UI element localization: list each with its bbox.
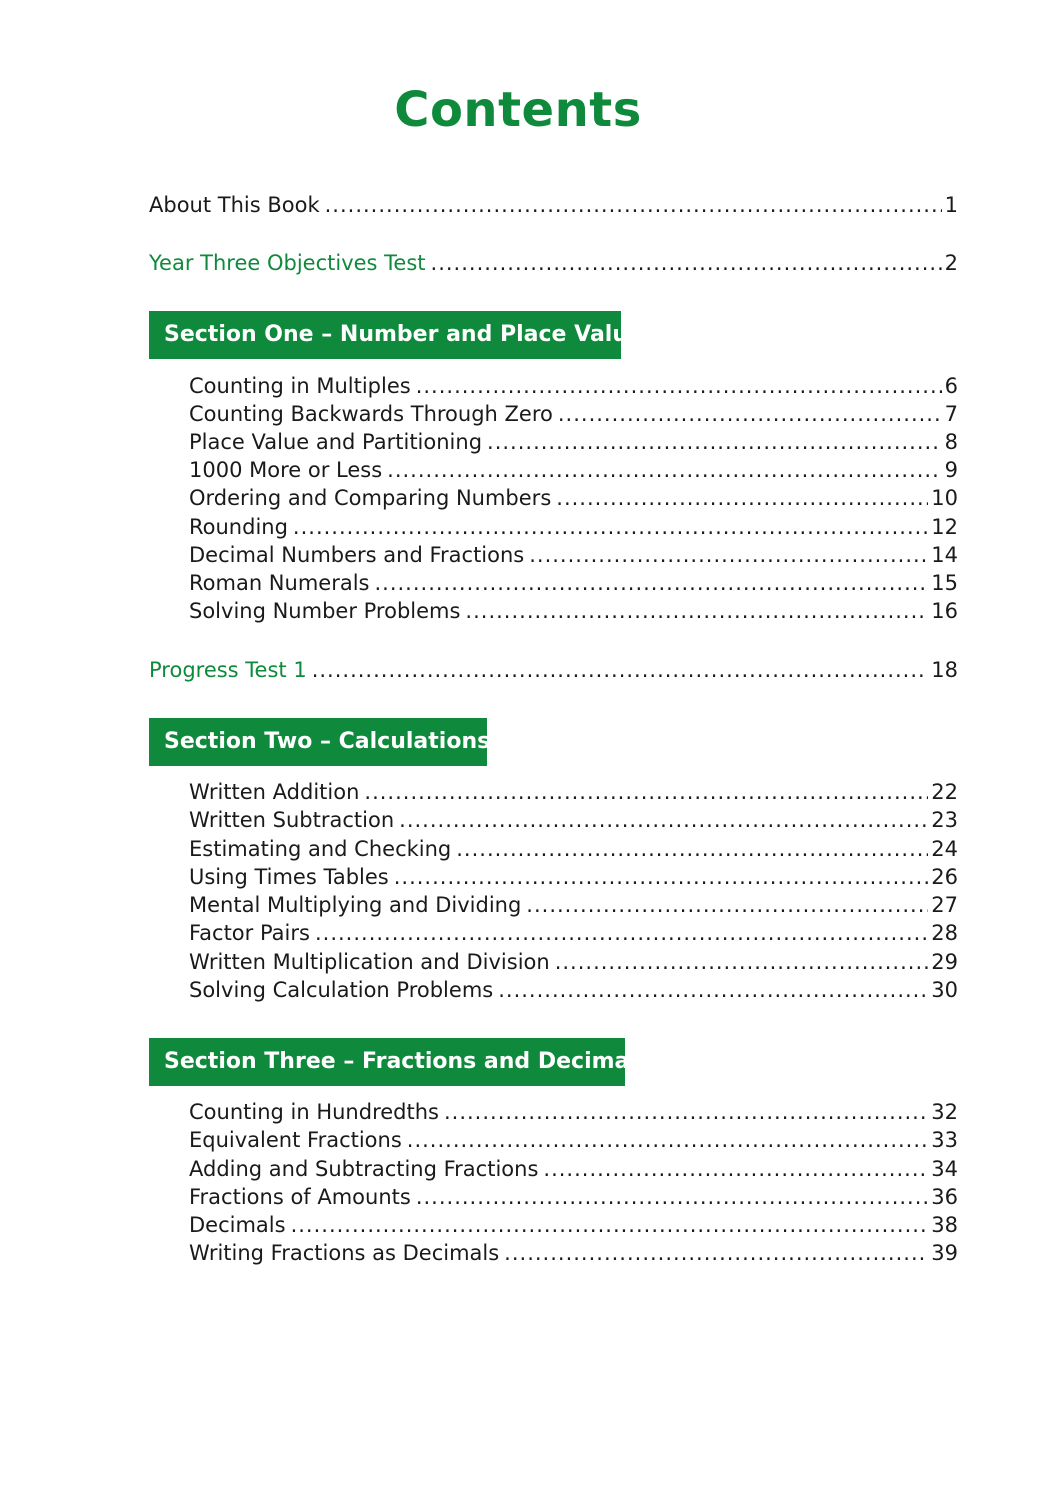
section-three-heading: Section Three – Fractions and Decimals xyxy=(149,1038,625,1086)
toc-entry-label: Adding and Subtracting Fractions xyxy=(189,1157,539,1181)
toc-entry-label: 1000 More or Less xyxy=(189,458,383,482)
dot-leader xyxy=(465,597,928,625)
toc-page-number: 33 xyxy=(931,1128,958,1152)
toc-page-number: 8 xyxy=(944,430,958,454)
toc-page-number: 34 xyxy=(931,1157,958,1181)
page-title: Contents xyxy=(394,82,642,138)
toc-entry-label: Year Three Objectives Test xyxy=(149,251,426,275)
toc-entry-label: Written Addition xyxy=(189,780,360,804)
toc-entry-label: Rounding xyxy=(189,515,288,539)
toc-entry[interactable] xyxy=(189,1155,958,1183)
toc-entry-label: Progress Test 1 xyxy=(149,658,307,682)
toc-page-number: 14 xyxy=(931,543,958,567)
toc-page-number: 26 xyxy=(931,865,958,889)
toc-page-number: 2 xyxy=(944,251,958,275)
dot-leader xyxy=(487,428,942,456)
toc-page-number: 32 xyxy=(931,1100,958,1124)
dot-leader xyxy=(456,835,928,863)
toc-entry-objectives-test[interactable] xyxy=(149,249,958,277)
toc-page-number: 9 xyxy=(944,458,958,482)
toc-entry[interactable] xyxy=(189,372,958,400)
toc-page-number: 36 xyxy=(931,1185,958,1209)
toc-entry-about[interactable] xyxy=(149,191,958,219)
dot-leader xyxy=(374,569,928,597)
toc-entry-label: Counting Backwards Through Zero xyxy=(189,402,553,426)
toc-page-number: 7 xyxy=(944,402,958,426)
toc-entry[interactable] xyxy=(189,835,958,863)
toc-entry-label: Counting in Hundredths xyxy=(189,1100,439,1124)
section-two-heading: Section Two – Calculations xyxy=(149,718,487,766)
toc-entry-label: Written Subtraction xyxy=(189,808,395,832)
toc-entry-label: Equivalent Fractions xyxy=(189,1128,402,1152)
toc-page-number: 27 xyxy=(931,893,958,917)
toc-entry[interactable] xyxy=(189,541,958,569)
toc-entry-label: Roman Numerals xyxy=(189,571,370,595)
toc-entry[interactable] xyxy=(189,891,958,919)
toc-entry[interactable] xyxy=(189,919,958,947)
dot-leader xyxy=(364,778,928,806)
toc-entry[interactable] xyxy=(189,1126,958,1154)
dot-leader xyxy=(399,806,928,834)
toc-entry[interactable] xyxy=(189,1098,958,1126)
toc-page-number: 39 xyxy=(931,1241,958,1265)
toc-entry[interactable] xyxy=(189,976,958,1004)
toc-entry-label: Decimals xyxy=(189,1213,286,1237)
toc-page-number: 18 xyxy=(931,658,958,682)
toc-entry[interactable] xyxy=(189,428,958,456)
dot-leader xyxy=(444,1098,928,1126)
toc-page-number: 38 xyxy=(931,1213,958,1237)
dot-leader xyxy=(556,484,928,512)
toc-entry[interactable] xyxy=(189,806,958,834)
dot-leader xyxy=(498,976,928,1004)
toc-entry-label: Fractions of Amounts xyxy=(189,1185,411,1209)
dot-leader xyxy=(504,1239,928,1267)
toc-page-number: 1 xyxy=(944,193,958,217)
toc-page-number: 15 xyxy=(931,571,958,595)
toc-entry[interactable] xyxy=(189,597,958,625)
toc-page-number: 10 xyxy=(931,486,958,510)
dot-leader xyxy=(558,400,942,428)
dot-leader xyxy=(394,863,929,891)
toc-page-number: 6 xyxy=(944,374,958,398)
toc-entry[interactable] xyxy=(189,569,958,597)
toc-entry-label: About This Book xyxy=(149,193,320,217)
toc-page-number: 22 xyxy=(931,780,958,804)
dot-leader xyxy=(293,513,928,541)
dot-leader xyxy=(416,1183,928,1211)
dot-leader xyxy=(315,919,928,947)
toc-page-number: 24 xyxy=(931,837,958,861)
section-one-heading: Section One – Number and Place Value xyxy=(149,311,621,359)
toc-entry[interactable] xyxy=(189,1183,958,1211)
toc-entry-label: Writing Fractions as Decimals xyxy=(189,1241,500,1265)
toc-page-number: 28 xyxy=(931,921,958,945)
toc-entry-label: Using Times Tables xyxy=(189,865,389,889)
dot-leader xyxy=(291,1211,929,1239)
toc-entry[interactable] xyxy=(189,456,958,484)
toc-entry[interactable] xyxy=(189,400,958,428)
toc-page-number: 12 xyxy=(931,515,958,539)
dot-leader xyxy=(431,249,942,277)
toc-entry-label: Counting in Multiples xyxy=(189,374,411,398)
toc-entry-label: Mental Multiplying and Dividing xyxy=(189,893,522,917)
toc-entry[interactable] xyxy=(189,863,958,891)
toc-entry[interactable] xyxy=(189,948,958,976)
toc-entry[interactable] xyxy=(189,778,958,806)
dot-leader xyxy=(325,191,942,219)
dot-leader xyxy=(387,456,941,484)
toc-entry[interactable] xyxy=(189,484,958,512)
dot-leader xyxy=(555,948,929,976)
dot-leader xyxy=(416,372,942,400)
toc-entry-label: Written Multiplication and Division xyxy=(189,950,550,974)
toc-entry-label: Solving Calculation Problems xyxy=(189,978,494,1002)
toc-page-number: 23 xyxy=(931,808,958,832)
toc-entry-label: Solving Number Problems xyxy=(189,599,461,623)
dot-leader xyxy=(312,656,929,684)
toc-entry-label: Factor Pairs xyxy=(189,921,310,945)
toc-page-number: 16 xyxy=(931,599,958,623)
toc-entry-label: Ordering and Comparing Numbers xyxy=(189,486,552,510)
toc-entry[interactable] xyxy=(189,1239,958,1267)
toc-page-number: 29 xyxy=(931,950,958,974)
toc-entry-label: Decimal Numbers and Fractions xyxy=(189,543,525,567)
toc-entry-label: Place Value and Partitioning xyxy=(189,430,483,454)
dot-leader xyxy=(526,891,928,919)
toc-page-number: 30 xyxy=(931,978,958,1002)
dot-leader xyxy=(407,1126,928,1154)
dot-leader xyxy=(529,541,928,569)
toc-entry-progress-test[interactable] xyxy=(149,656,958,684)
toc-entry[interactable] xyxy=(189,513,958,541)
toc-entry-label: Estimating and Checking xyxy=(189,837,452,861)
dot-leader xyxy=(543,1155,928,1183)
toc-entry[interactable] xyxy=(189,1211,958,1239)
